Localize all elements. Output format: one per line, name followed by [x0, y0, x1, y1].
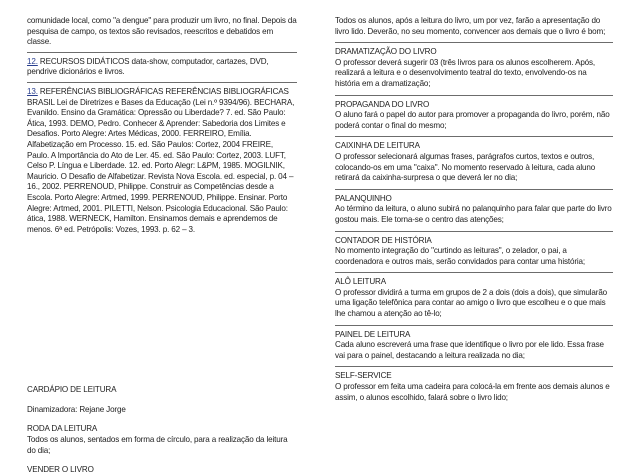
caixinha-body: O professor selecionará algumas frases, parágrafos curtos, textos e outros, colocando-os em uma "caixa". No momento reservado à leitura, cada aluno retirará da caixinha-surpresa o que deverá ler no dia; — [335, 151, 596, 183]
section-12-number: 12. — [27, 56, 38, 66]
self-service-title: SELF-SERVICE — [335, 371, 392, 381]
propaganda-title: PROPAGANDA DO LIVRO — [335, 99, 430, 109]
dramatizacao-body: O professor deverá sugerir 03 (três livros para os alunos escolherem. Após, realizará a leitura e o desenvolvimento teatral do texto, envolvendo-os na história em a dramatização; — [335, 57, 596, 88]
painel-body: Cada aluno escreverá uma frase que identifique o livro por ele lido. Essa frase vai para o painel, destacando a leitura realizada no dia; — [335, 340, 604, 360]
propaganda-body: O aluno fará o papel do autor para promover a propaganda do livro, porém, não poderá contar o final do mesmo; — [335, 110, 610, 130]
palanquinho-title: PALANQUINHO — [335, 193, 392, 203]
divider — [335, 189, 613, 190]
vender-body: Todos os alunos, após a leitura do livro, um por vez, farão a apresentação do livro lido. Deverão, no seu momento, convencer aos demais que o livro é bom; — [335, 16, 606, 36]
vender-title: VENDER O LIVRO — [27, 465, 94, 475]
contador-title: CONTADOR DE HISTÓRIA — [335, 235, 432, 245]
section-13-number: 13. — [27, 86, 38, 96]
palanquinho-body: Ao término da leitura, o aluno subirá no palanquinho para falar que parte do livro gostou mais. Ele torna-se o centro das atenções; — [335, 204, 612, 224]
section-13-references — [27, 87, 297, 235]
contador-body: No momento integração do "curtindo as leituras", o zelador, o pai, a coordenadora e outros mais, serão convidados para contar uma história; — [335, 246, 585, 266]
reading-menu-block — [27, 385, 297, 476]
roda-title: RODA DA LEITURA — [27, 424, 98, 434]
caixinha-title: CAIXINHA DE LEITURA — [335, 141, 420, 151]
dinamizadora-line: Dinamizadora: Rejane Jorge — [27, 404, 126, 414]
divider — [335, 95, 613, 96]
divider — [335, 136, 613, 137]
painel-title: PAINEL DE LEITURA — [335, 329, 411, 339]
divider — [335, 366, 613, 367]
divider — [27, 82, 297, 83]
left-column — [27, 16, 297, 476]
divider — [27, 52, 297, 53]
divider — [335, 325, 613, 326]
alo-body: O professor dividirá a turma em grupos de 2 a dois (dois a dois), que simularão uma ligação telefônica para contar ao amigo o livro que escolheu e o que mais lhe chamou a atenção ao tê-lo; — [335, 287, 608, 319]
self-service-body: O professor em feita uma cadeira para colocá-la em frente aos demais alunos e assim, o alunos escolhido, falará sobre o livro lido; — [335, 382, 610, 402]
divider — [335, 231, 613, 232]
divider — [335, 42, 613, 43]
section-13-text: REFERÊNCIAS BIBLIOGRÁFICAS REFERÊNCIAS BIBLIOGRÁFICAS BRASIL Lei de Diretrizes e Bases da Educação (Lei n.º 9394/96). BECHARA, Evanildo. Ensino da Gramática: Opressão ou Liberdade? 7. ed. São Paulo: Ática, 1993. DEMO, Pedro. Conhecer & Aprender: Sabedoria dos Limites e Desafios. Porto Alegre: Artes Médicas, 2000. FERREIRO, Emília. Alfabetização em Processo. 15. ed. São Paulos: Cortez, 2004 FREIRE, Paulo. A Importância do Ato de Ler. 45. ed. São Paulo: Cortez, 2003. LUFT, Celso P. Língua e Liberdade. 12. ed. Porto Alegr: L&PM, 1985. MOGILNIK, Mauricio. O Desafio de Alfabetizar. Revista Nova Escola. ed. especial, p. 04 – 16., 2002. PERRENOUD, Philippe. Construir as Competências desde a Escola. Porto Alegre: Artmed, 1999. PERRENOUD, Philippe. Ensinar. Porto Alegre: Artmed, 2001. PILETTI, Nelson. Psicologia Educacional. São Paulo: ática, 1988. WERNECK, Hamilton. Ensinamos demais e aprendemos de menos. 6ª ed. Petrópolis: Vozes, 1993. p. 62 – 3. — [27, 86, 295, 234]
alo-title: ALÔ LEITURA — [335, 277, 386, 287]
intro-paragraph: comunidade local, como "a dengue" para produzir um livro, no final. Depois da pesquisa de campo, os textos são revisados, reescritos e debatidos em classe. — [27, 16, 297, 47]
divider — [335, 272, 613, 273]
dramatizacao-title: DRAMATIZAÇÃO DO LIVRO — [335, 47, 437, 57]
section-12-text: RECURSOS DIDÁTICOS data-show, computador, cartazes, DVD, pendrive dicionários e livros. — [27, 56, 269, 77]
section-12-resources — [27, 57, 297, 78]
roda-body: Todos os alunos, sentados em forma de círculo, para a realização da leitura do dia; — [27, 435, 288, 455]
right-column — [335, 16, 613, 403]
cardapio-title: CARDÁPIO DE LEITURA — [27, 385, 117, 395]
